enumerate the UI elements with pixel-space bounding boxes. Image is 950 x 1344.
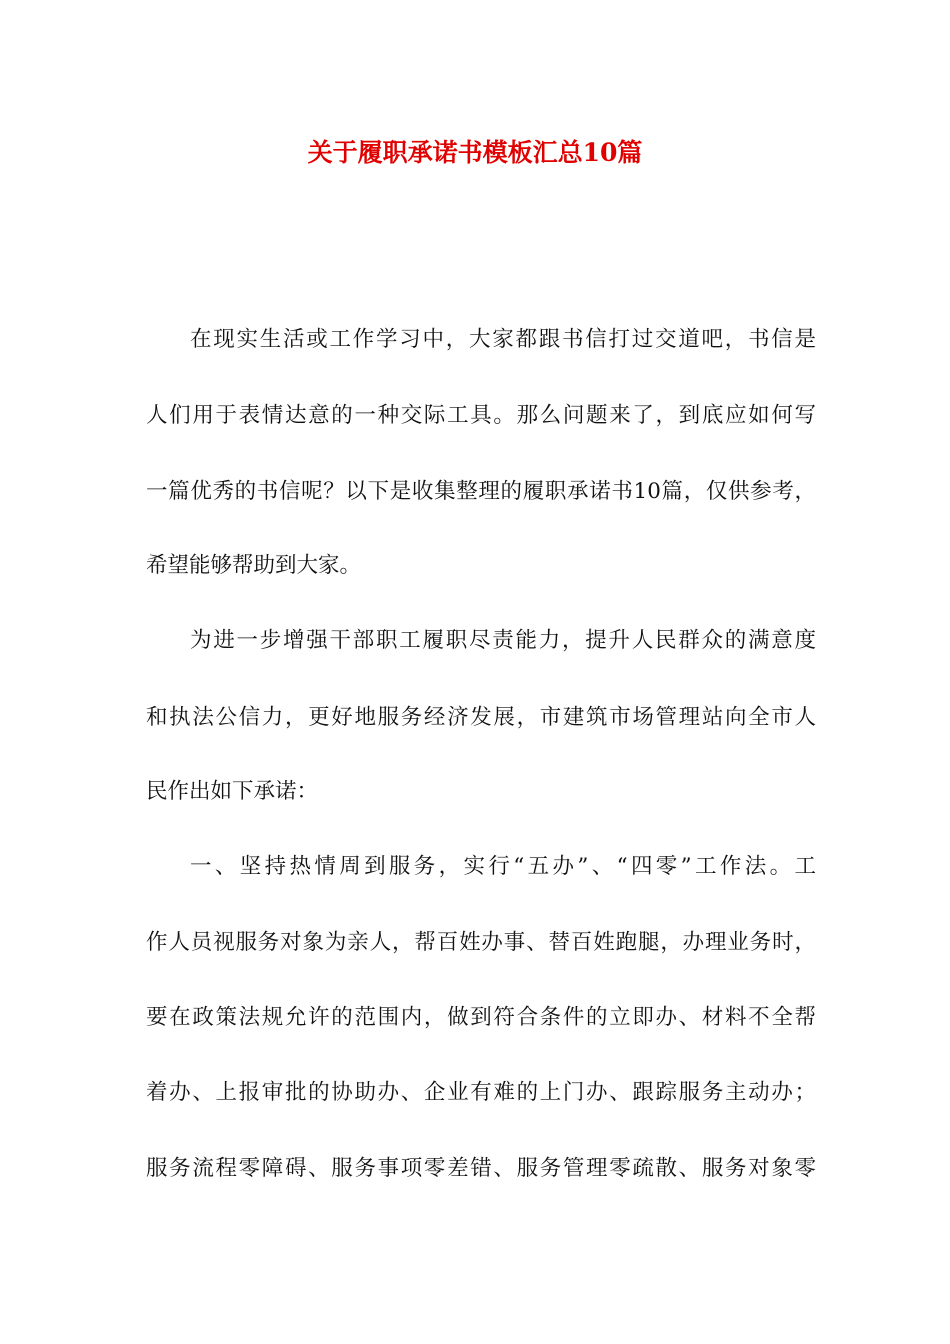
paragraph-1-line-1: 在现实生活或工作学习中，大家都跟书信打过交道吧，书信是 xyxy=(190,327,816,352)
paragraph-3-line-3: 要在政策法规允许的范围内，做到符合条件的立即办、材料不全帮 xyxy=(146,1005,816,1030)
paragraph-3-line-4: 着办、上报审批的协助办、企业有难的上门办、跟踪服务主动办； xyxy=(146,1080,816,1105)
paragraph-3-line-5: 服务流程零障碍、服务事项零差错、服务管理零疏散、服务对象零 xyxy=(146,1156,816,1181)
paragraph-2-line-3: 民作出如下承诺： xyxy=(146,779,319,804)
paragraph-1-line-4: 希望能够帮助到大家。 xyxy=(146,553,362,578)
paragraph-3-line-1: 一、坚持热情周到服务，实行“五办”、“四零”工作法。工 xyxy=(190,854,816,879)
document-title: 关于履职承诺书模板汇总10篇 xyxy=(307,138,643,167)
paragraph-2-line-1: 为进一步增强干部职工履职尽责能力，提升人民群众的满意度 xyxy=(190,628,816,653)
paragraph-3-line-2: 作人员视服务对象为亲人，帮百姓办事、替百姓跑腿，办理业务时， xyxy=(146,930,816,955)
paragraph-1-line-3: 一篇优秀的书信呢？以下是收集整理的履职承诺书10篇，仅供参考， xyxy=(146,479,816,504)
paragraph-2-line-2: 和执法公信力，更好地服务经济发展，市建筑市场管理站向全市人 xyxy=(146,705,816,730)
paragraph-1-line-2: 人们用于表情达意的一种交际工具。那么问题来了，到底应如何写 xyxy=(146,403,816,428)
